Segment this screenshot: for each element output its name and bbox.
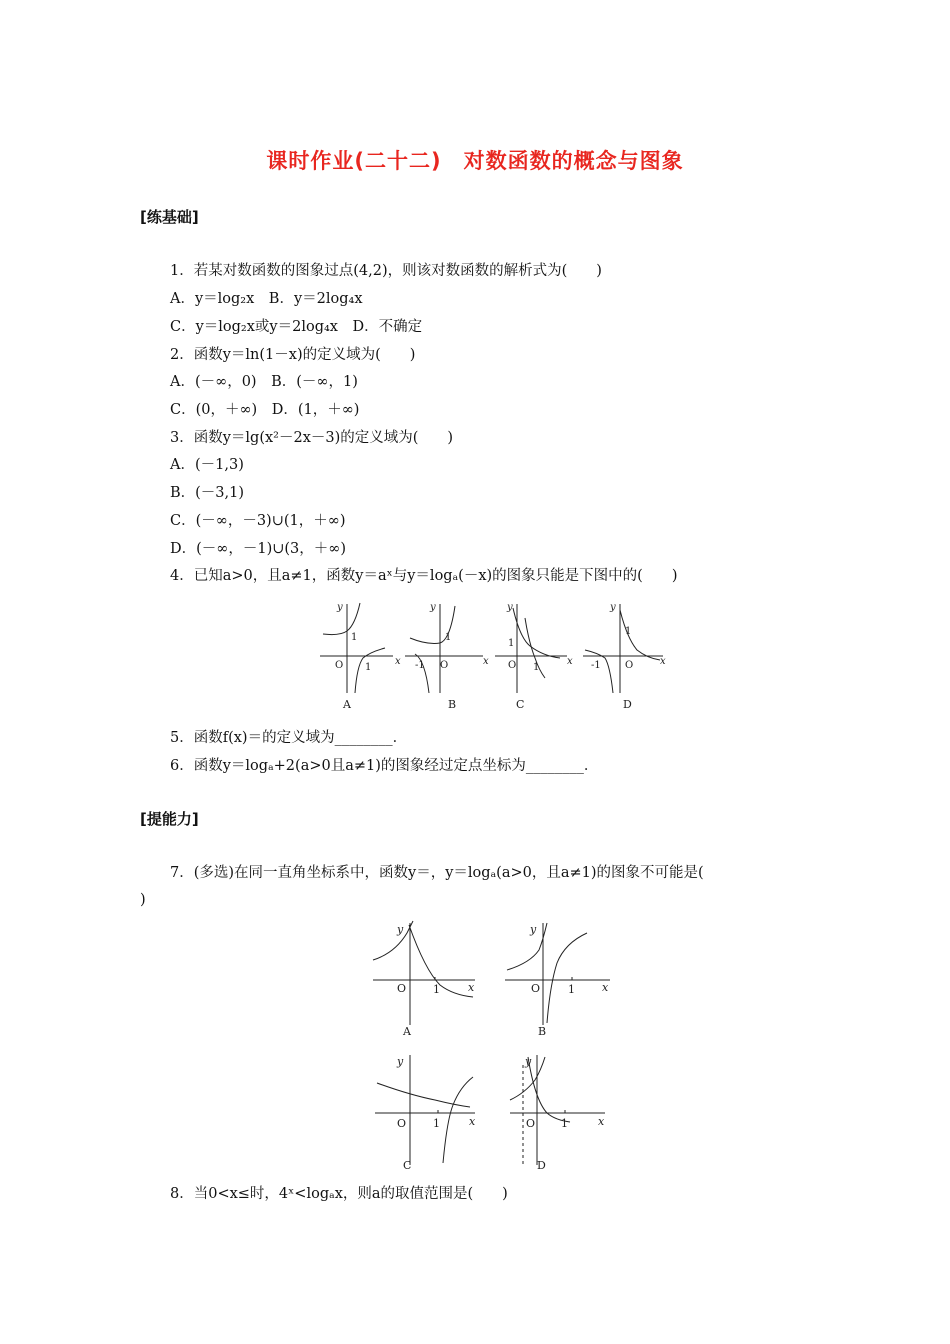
q8-stem: 8．当0<x≤时，4ˣ<logₐx，则a的取值范围是( ) [170,1186,508,1202]
q7-b-one: 1 [568,983,575,996]
q4-c-one-x: 1 [533,662,540,673]
q3-option-a: A．(－1,3) [170,457,244,473]
q7-b-origin: O [531,982,541,995]
q4-c-x-label: x [567,656,573,667]
q7-label-c: C [403,1159,412,1172]
q4-label-b: B [448,698,457,711]
q5-stem: 5．函数f(x)＝的定义域为________． [170,730,408,746]
q7-d-y-label: y [525,1055,532,1068]
q7-stem: 7．(多选)在同一直角坐标系中，函数y＝，y＝logₐ(a>0，且a≠1)的图象不可能是( [170,865,704,881]
q4-a-one-y: 1 [351,632,358,643]
q3-option-c: C．(－∞，－3)∪(1，＋∞) [170,513,346,529]
q7-graph-c [375,1055,476,1165]
q4-label-c: C [516,698,525,711]
page-title: 课时作业(二十二) 对数函数的概念与图象 [266,149,684,173]
q7-d-x-label: x [598,1115,605,1128]
q7-graph-b [505,923,610,1025]
q4-c-y-label: y [507,602,513,613]
q4-label-d: D [623,698,632,711]
q4-b-y-label: y [430,602,436,613]
q7-d-origin: O [526,1117,536,1130]
q7-d-one: 1 [561,1117,568,1130]
q4-a-origin: O [335,660,344,671]
section-basic: [练基础] [140,208,199,226]
q4-c-one-y: 1 [508,638,515,649]
q7-a-origin: O [397,982,407,995]
q7-label-a: A [403,1025,411,1038]
q4-graph-a [320,602,401,693]
q4-graph-c [495,602,573,693]
q7-c-origin: O [397,1117,407,1130]
q7-a-y-label: y [397,923,404,936]
q4-d-y-label: y [610,602,616,613]
q7-graph-d [510,1055,605,1165]
q6-stem: 6．函数y＝logₐ+2(a>0且a≠1)的图象经过定点坐标为________． [170,758,599,774]
q7-c-y-label: y [397,1055,404,1068]
q7-c-one: 1 [433,1117,440,1130]
q7-graphs-figure [365,915,615,1175]
q4-graphs-figure [315,598,675,716]
q4-a-y-label: y [337,602,343,613]
section-advanced: [提能力] [140,810,199,828]
q4-d-one-y: 1 [625,626,632,637]
q4-b-neg-one: -1 [415,660,425,671]
q7-label-d: D [537,1159,546,1172]
q1-stem: 1．若某对数函数的图象过点(4,2)，则该对数函数的解析式为( ) [170,263,602,279]
q2-options-cd: C．(0，＋∞) D．(1，＋∞) [170,402,360,418]
q1-options-cd: C．y＝log₂x或y＝2log₄x D．不确定 [170,319,423,335]
q4-graph-b [405,602,489,693]
q1-options-ab: A．y＝log₂x B．y＝2log₄x [170,291,363,307]
q4-a-x-label: x [395,656,401,667]
q4-d-origin: O [625,660,634,671]
q2-options-ab: A．(－∞，0) B．(－∞，1) [170,374,358,390]
q3-option-b: B．(－3,1) [170,485,245,501]
q4-label-a: A [343,698,351,711]
q4-c-origin: O [508,660,517,671]
q7-a-x-label: x [468,981,475,994]
q7-b-y-label: y [530,923,537,936]
q4-a-one-x: 1 [365,662,372,673]
q7-a-one: 1 [433,983,440,996]
q7-b-x-label: x [602,981,609,994]
q7-label-b: B [538,1025,547,1038]
q3-stem: 3．函数y＝lg(x²－2x－3)的定义域为( ) [170,430,454,446]
q4-b-one-y: 1 [445,632,452,643]
q7-graph-a [373,921,475,1025]
q4-stem: 4．已知a>0，且a≠1，函数y＝aˣ与y＝logₐ(－x)的图象只能是下图中的( ) [170,568,678,584]
q4-b-origin: O [440,660,449,671]
q3-option-d: D．(－∞，－1)∪(3，＋∞) [170,541,347,557]
q4-d-x-label: x [660,656,666,667]
q4-graph-d [583,602,666,693]
q4-d-neg-one: -1 [591,660,601,671]
q2-stem: 2．函数y＝ln(1－x)的定义域为( ) [170,347,416,363]
q4-b-x-label: x [483,656,489,667]
q7-stem-cont: ) [140,892,146,908]
q7-c-x-label: x [469,1115,476,1128]
